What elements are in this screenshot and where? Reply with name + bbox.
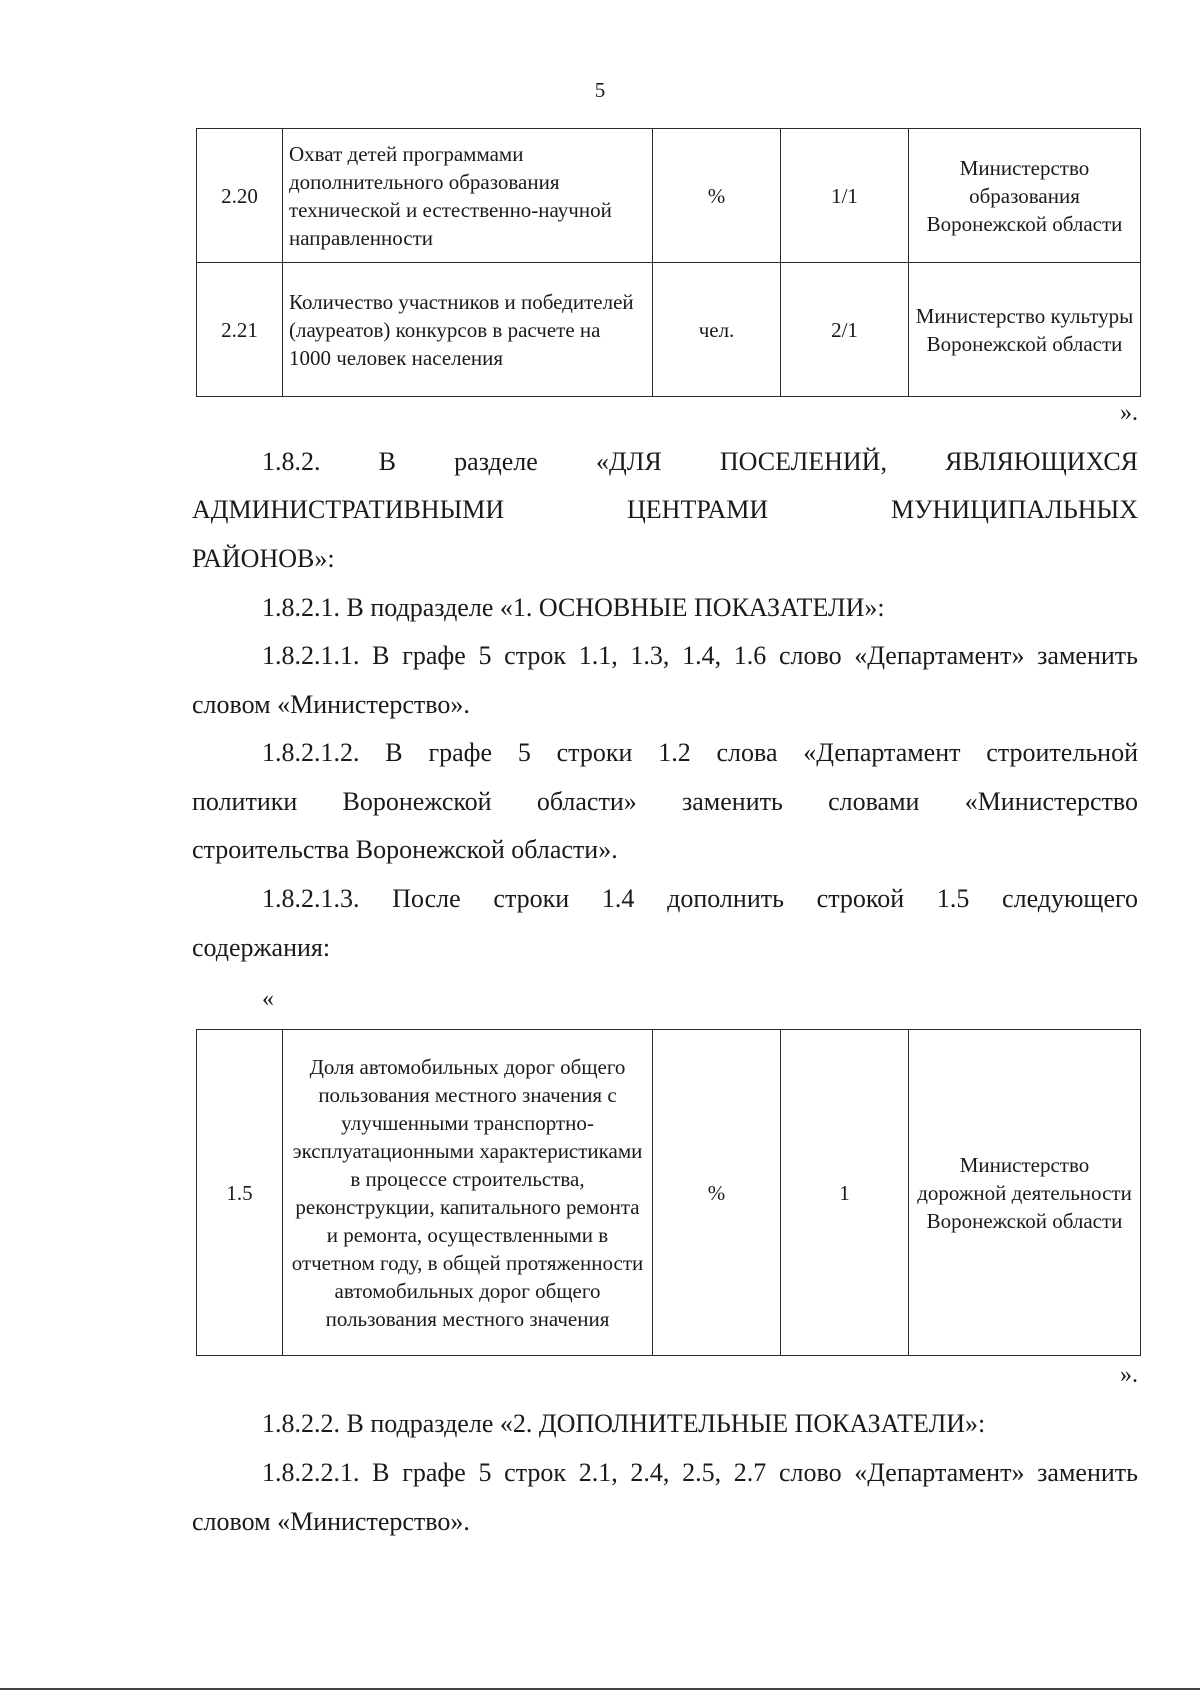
opening-quote: «: [262, 986, 274, 1012]
indicator-name: Охват детей программами дополнительного образования технической и естественно-научной направленности: [283, 129, 653, 263]
responsible-body: Министерство культуры Воронежской области: [909, 263, 1141, 397]
paragraph-1-8-2-2: 1.8.2.2. В подразделе «2. ДОПОЛНИТЕЛЬНЫЕ ПОКАЗАТЕЛИ»:: [262, 1409, 986, 1438]
value-cell: 2/1: [781, 263, 909, 397]
paragraph-1-8-2-1-3-line-2: содержания:: [192, 933, 331, 962]
indicators-table-bottom: [196, 1029, 1141, 1356]
paragraph-1-8-2-1-1-line-2: словом «Министерство».: [192, 690, 470, 719]
table-row: [197, 129, 1141, 263]
paragraph-1-8-2-1-1-line-1: 1.8.2.1.1. В графе 5 строк 1.1, 1.3, 1.4, 1.6 слово «Департамент» заменить: [262, 641, 1138, 670]
table-row: [197, 1030, 1141, 1356]
indicators-table-top: [196, 128, 1141, 397]
row-number: 2.20: [197, 129, 283, 263]
unit-cell: %: [653, 129, 781, 263]
paragraph-1-8-2-line-3: РАЙОНОВ»:: [192, 544, 335, 573]
value-cell: 1/1: [781, 129, 909, 263]
footer-divider: [0, 1688, 1200, 1690]
paragraph-1-8-2-1: 1.8.2.1. В подразделе «1. ОСНОВНЫЕ ПОКАЗАТЕЛИ»:: [262, 593, 885, 622]
paragraph-1-8-2-line-1: 1.8.2. В разделе «ДЛЯ ПОСЕЛЕНИЙ, ЯВЛЯЮЩИХСЯ: [262, 447, 1138, 476]
paragraph-1-8-2-1-2-line-1: 1.8.2.1.2. В графе 5 строки 1.2 слова «Департамент строительной: [262, 738, 1138, 767]
indicator-name: Доля автомобильных дорог общего пользования местного значения с улучшенными транспортно-эксплуатационными характеристиками в процессе строительства, реконструкции, капитального ремонта и ремонта, осуществленными в отчетном году, в общей протяженности автомобильных дорог общего пользования местного значения: [283, 1030, 653, 1356]
closing-quote: ».: [1120, 400, 1138, 426]
responsible-body: Министерство образования Воронежской области: [909, 129, 1141, 263]
paragraph-1-8-2-2-1-line-2: словом «Министерство».: [192, 1507, 470, 1536]
value-cell: 1: [781, 1030, 909, 1356]
closing-quote: ».: [1120, 1362, 1138, 1388]
responsible-body: Министерство дорожной деятельности Воронежской области: [909, 1030, 1141, 1356]
page-number: 5: [594, 78, 606, 102]
unit-cell: чел.: [653, 263, 781, 397]
row-number: 2.21: [197, 263, 283, 397]
unit-cell: %: [653, 1030, 781, 1356]
paragraph-1-8-2-1-2-line-3: строительства Воронежской области».: [192, 835, 618, 864]
paragraph-1-8-2-1-2-line-2: политики Воронежской области» заменить словами «Министерство: [192, 787, 1138, 816]
row-number: 1.5: [197, 1030, 283, 1356]
paragraph-1-8-2-1-3-line-1: 1.8.2.1.3. После строки 1.4 дополнить строкой 1.5 следующего: [262, 884, 1138, 913]
paragraph-1-8-2-line-2: АДМИНИСТРАТИВНЫМИ ЦЕНТРАМИ МУНИЦИПАЛЬНЫХ: [192, 495, 1138, 524]
indicator-name: Количество участников и победителей (лауреатов) конкурсов в расчете на 1000 человек населения: [283, 263, 653, 397]
table-row: [197, 263, 1141, 397]
paragraph-1-8-2-2-1-line-1: 1.8.2.2.1. В графе 5 строк 2.1, 2.4, 2.5, 2.7 слово «Департамент» заменить: [262, 1458, 1138, 1487]
